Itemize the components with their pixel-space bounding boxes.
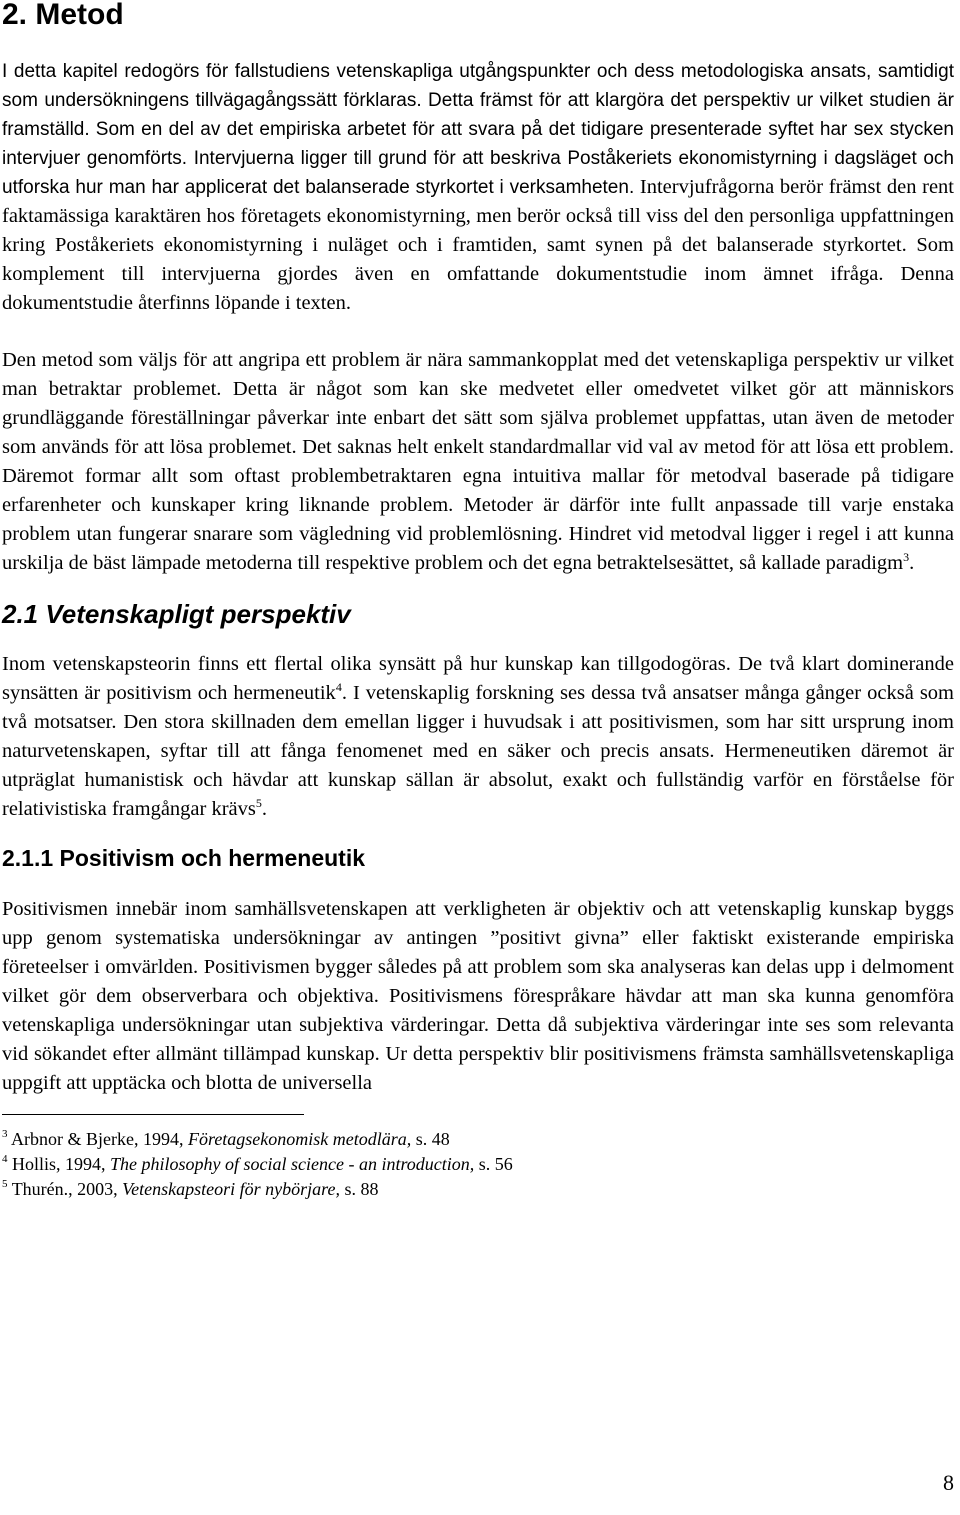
footnote-page: s. 48 (411, 1129, 450, 1149)
method-end: . (909, 552, 915, 574)
footnote-number: 3 (2, 1128, 8, 1140)
section-2-1-paragraph (2, 650, 954, 824)
method-paragraph (2, 346, 954, 578)
footnote-number: 5 (2, 1178, 8, 1190)
section-2-1-end: . (261, 798, 268, 820)
section-2-1-1-paragraph: Positivismen innebär inom samhällsvetenskapen att verkligheten är objektiv och att vetenskaplig kunskap byggs upp genom systematiska undersökningar av antingen ”positivt givna” eller faktiskt existerande empiriska företeelser i omvärlden. Positivismen bygger således på att problem som ska analyseras kan delas upp i delmoment vilket gör dem observerbara och objektiva. Positivismens förespråkare hävdar att man ska kunna genomföra vetenskapliga undersökningar utan subjektiva värderingar. Detta då subjektiva värderingar inte ses som relevanta vid sökandet efter allmänt tillämpad kunskap. Ur detta perspektiv blir positivismens främsta samhällsvetenskapliga uppgift att upptäcka och blotta de universella (2, 898, 954, 1094)
footnote-4 (2, 1152, 954, 1177)
footnote-page: s. 56 (474, 1154, 513, 1174)
footnote-5 (2, 1177, 954, 1202)
chapter-title: 2. Metod (2, 0, 124, 31)
section-heading-2-1: 2.1 Vetenskapligt perspektiv (2, 599, 351, 629)
footnote-number: 4 (2, 1153, 8, 1165)
intro-paragraph (2, 57, 954, 318)
document-page (2, 0, 954, 1202)
intro-sentence-2: Som en del av det empiriska arbetet för att svara på det tidigare presenterade syftet har sex stycken intervjuer genomförts. Intervjuerna ligger till grund för att beskriva Poståkeriets ekonomistyrning i dagsläget och utforska hur man har applicerat det balanserade styrkortet i verksamheten. (2, 119, 954, 198)
footnote-page: s. 88 (339, 1179, 379, 1199)
footnote-separator (2, 1114, 304, 1115)
footnote-author: Thurén., 2003, (11, 1179, 123, 1199)
section-2-1-text-b: . I vetenskaplig forskning ses dessa två ansatser många gånger också som två motsatser. Den stora skillnaden dem emellan ligger i huvudsak i att positivismen, som har sitt ursprung inom naturvetenskapen, syftar till att fånga fenomenet med en säker och precis ansats. Hermeneutiken däremot är utpräglat humanistisk och hävdar att kunskap sällan är absolut, exakt och fullständig varför en förståelse för relativistiska framgångar krävs (2, 682, 954, 820)
footnote-author: Hollis, 1994, (12, 1154, 111, 1174)
footnote-ref-3[interactable]: 3 (903, 550, 910, 564)
section-heading-2-1-1: 2.1.1 Positivism och hermeneutik (2, 845, 366, 871)
footnotes (2, 1127, 954, 1202)
footnote-ref-4[interactable]: 4 (335, 680, 342, 694)
footnote-author: Arbnor & Bjerke, 1994, (11, 1129, 188, 1149)
page-number: 8 (943, 1470, 954, 1495)
footnote-title: The philosophy of social science - an introduction, (110, 1154, 475, 1174)
footnote-ref-5[interactable]: 5 (255, 796, 262, 810)
footnote-title: Företagsekonomisk metodlära, (187, 1129, 412, 1149)
intro-sentence-3: Intervjufrågorna berör främst den rent faktamässiga karaktären hos företagets ekonomistyrning, men berör också till viss del den personliga uppfattningen kring Poståkeriets ekonomistyrning i nuläget och i framtiden, samt synen på det balanserade styrkortet. Som komplement till intervjuerna gjordes även en omfattande dokumentstudie inom ämnet ifråga. Denna dokumentstudie återfinns löpande i texten. (2, 176, 954, 314)
intro-sentence-1: I detta kapitel redogörs för fallstudiens vetenskapliga utgångspunkter och dess metodologiska ansats, samtidigt som undersökningens tillvägagångssätt förklaras. Detta främst för att klargöra det perspektiv ur vilket studien är framställd. (2, 61, 954, 140)
method-text: Den metod som väljs för att angripa ett problem är nära sammankopplat med det vetenskapliga perspektiv ur vilket man betraktar problemet. Detta är något som kan ske medvetet eller omedvetet vilket gör att människors grundläggande föreställningar påverkar inte enbart det sätt som själva problemet uppfattas, utan även de metoder som används för att lösa problemet. Det saknas helt enkelt standardmallar vid val av metod för att lösa ett problem. Däremot formar allt som oftast problembetraktaren egna intuitiva mallar för metodval baserade på tidigare erfarenheter och kunskaper kring liknande problem. Metoder är därför inte fullt anpassade till varje enstaka problem utan fungerar snarare som vägledning vid problemlösning. Hindret vid metodval ligger i regel i att kunna urskilja de bäst lämpade metoderna till respektive problem och det egna betraktelsesättet, så kallade paradigm (2, 349, 954, 574)
section-2-1-text-a: Inom vetenskapsteorin finns ett flertal olika synsätt på hur kunskap kan tillgodogöras. De två klart dominerande synsätten är positivism och hermeneutik (2, 653, 954, 704)
footnote-title: Vetenskapsteori för nybörjare, (122, 1179, 340, 1199)
footnote-3 (2, 1127, 954, 1152)
